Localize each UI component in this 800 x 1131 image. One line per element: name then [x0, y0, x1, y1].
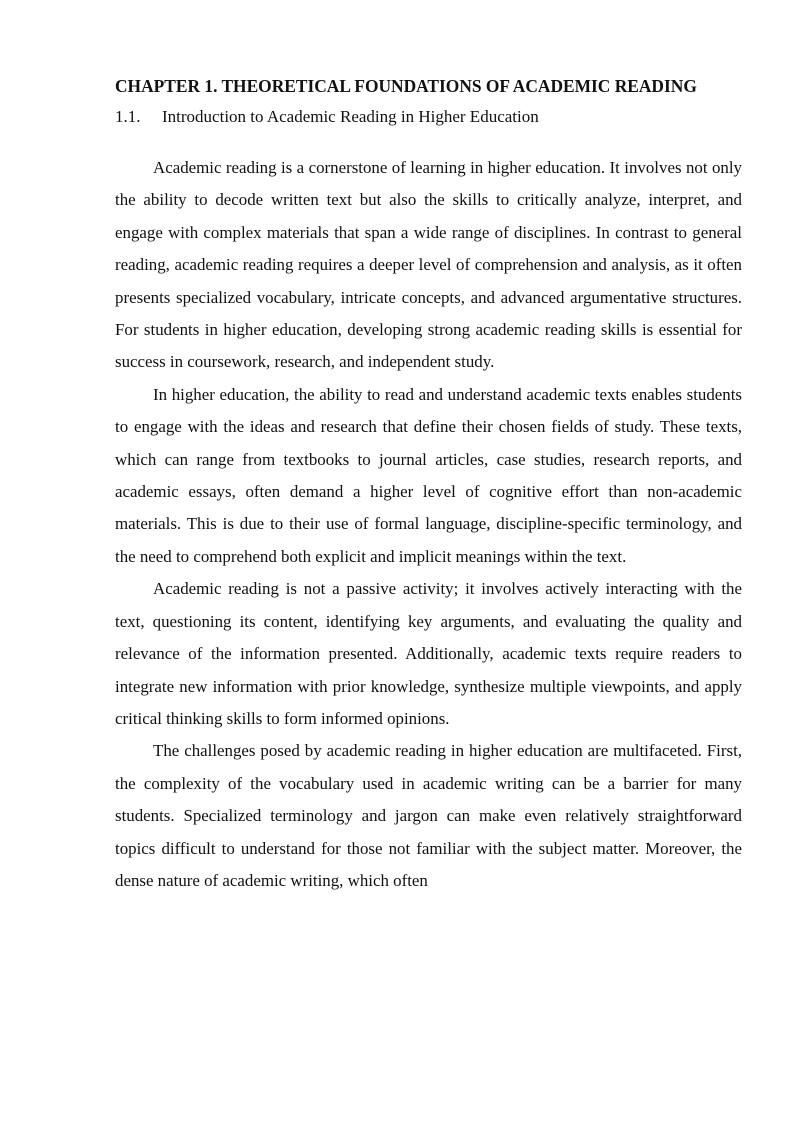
paragraph: Academic reading is a cornerstone of learning in higher education. It involves not only the ability to decode written text but also the skills to critically analyze, interpret, and engage with complex materials that span a wide range of disciplines. In contrast to general reading, academic reading requires a deeper level of comprehension and analysis, as it often presents specialized vocabulary, intricate concepts, and advanced argumentative structures. For students in higher education, developing strong academic reading skills is essential for success in coursework, research, and independent study. — [115, 158, 742, 372]
paragraph: The challenges posed by academic reading in higher education are multifaceted. First, the complexity of the vocabulary used in academic writing can be a barrier for many students. Specialized terminology and jargon can make even relatively straightforward topics difficult to understand for those not familiar with the subject matter. Moreover, the dense nature of academic writing, which often — [115, 741, 742, 890]
section-heading — [115, 105, 742, 128]
paragraph: In higher education, the ability to read and understand academic texts enables students to engage with the ideas and research that define their chosen fields of study. These texts, which can range from textbooks to journal articles, case studies, research reports, and academic essays, often demand a higher level of cognitive effort than non-academic materials. This is due to their use of formal language, discipline-specific terminology, and the need to comprehend both explicit and implicit meanings within the text. — [115, 384, 742, 566]
section-title: Introduction to Academic Reading in Higher Education — [162, 107, 539, 126]
document-page — [115, 75, 742, 897]
paragraph: Academic reading is not a passive activity; it involves actively interacting with the text, questioning its content, identifying key arguments, and evaluating the quality and relevance of the information presented. Additionally, academic texts require readers to integrate new information with prior knowledge, synthesize multiple viewpoints, and apply critical thinking skills to form informed opinions. — [115, 579, 742, 728]
chapter-title: CHAPTER 1. THEORETICAL FOUNDATIONS OF ACADEMIC READING — [115, 76, 697, 96]
body-text — [115, 152, 742, 897]
section-number: 1.1. — [115, 107, 141, 126]
